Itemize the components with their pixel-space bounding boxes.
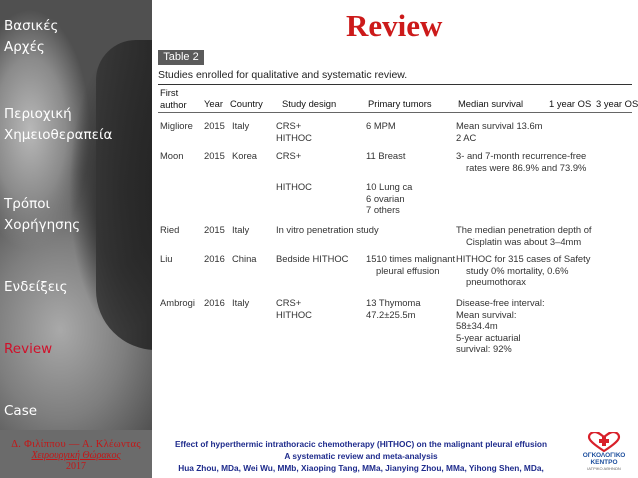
table-row-survival — [456, 224, 592, 247]
studies-table — [152, 50, 638, 430]
cell-line: HITHOC — [276, 131, 312, 143]
table-row-design — [276, 297, 312, 320]
table-row-design: HITHOC — [276, 181, 312, 192]
page-title: Review — [346, 8, 443, 43]
table-row-year: 2015 — [204, 150, 225, 161]
table-row-author: Migliore — [160, 120, 193, 131]
authors-text: Δ. Φιλίππου — Α. Κλέωντας — [11, 439, 141, 450]
header-year: Year — [204, 98, 223, 109]
cell-line: 6 ovarian — [366, 192, 405, 204]
sidebar-item-label: Case — [4, 403, 38, 419]
sidebar-item-administration[interactable] — [4, 194, 80, 236]
table-caption: Studies enrolled for qualitative and systematic review. — [158, 69, 408, 81]
table-row-survival — [456, 120, 543, 143]
cell-line: Disease-free interval: — [456, 297, 545, 308]
year-text: 2017 — [66, 461, 86, 472]
cell-line: pneumothorax — [466, 276, 526, 287]
table-row-country: Italy — [232, 297, 250, 308]
cell-line: 10 Lung ca — [366, 181, 413, 192]
sidebar-item-label: Χημειοθεραπεία — [4, 127, 113, 143]
header-country: Country — [230, 98, 263, 109]
cell-line: Mean survival 13.6m — [456, 120, 543, 131]
table-row-author: Liu — [160, 253, 173, 264]
cell-line: HITHOC — [276, 308, 312, 320]
header-median-survival: Median survival — [458, 98, 524, 109]
table-row-survival — [456, 150, 586, 173]
header-3yr-os: 3 year OS — [596, 98, 638, 109]
table-row-author: Ried — [160, 224, 180, 235]
table-top-rule — [158, 84, 632, 85]
cell-line: Mean survival: — [456, 308, 517, 320]
table-header-rule — [158, 112, 632, 113]
ct-scan-background — [96, 40, 152, 350]
sidebar-item-label: Βασικές — [4, 18, 59, 34]
sidebar-item-label: Review — [4, 341, 53, 357]
table-row-tumors — [366, 297, 421, 320]
table-row-author: Ambrogi — [160, 297, 195, 308]
cell-line: 13 Thymoma — [366, 297, 421, 308]
logo-tagline: ΙΑΤΡΙΚΟ ΑΘΗΝΩΝ — [587, 466, 621, 471]
sidebar-item-indications[interactable] — [4, 277, 68, 298]
cell-line: 47.2±25.5m — [366, 308, 416, 320]
table-row-tumors: 6 MPM — [366, 120, 396, 131]
table-row-author: Moon — [160, 150, 184, 161]
sidebar-item-review[interactable] — [4, 339, 52, 360]
sidebar-item-label: Ενδείξεις — [4, 279, 68, 295]
cell-line: 2 AC — [456, 131, 477, 143]
cell-line: CRS+ — [276, 297, 302, 308]
table-row-design: In vitro penetration study — [276, 224, 379, 235]
table-row-survival — [456, 253, 590, 288]
cell-line: pleural effusion — [376, 264, 440, 276]
table-row-country: Italy — [232, 224, 250, 235]
table-row-design — [276, 120, 312, 143]
logo-text-line1: ΟΓΚΟΛΟΓΙΚΟ — [582, 452, 626, 459]
sidebar-item-label: Χορήγησης — [4, 217, 81, 233]
header-study-design: Study design — [282, 98, 337, 109]
header-1yr-os: 1 year OS — [549, 98, 592, 109]
table-row-country: Italy — [232, 120, 250, 131]
cell-line: 1510 times malignant — [366, 253, 456, 264]
oncology-center-logo — [572, 432, 636, 476]
sidebar-item-regional-chemotherapy[interactable] — [4, 104, 112, 146]
cell-line: rates were 86.9% and 73.9% — [466, 161, 587, 173]
table-row-tumors: 11 Breast — [366, 150, 406, 161]
header-primary-tumors: Primary tumors — [368, 98, 432, 109]
author-footer — [0, 430, 152, 478]
citation-footer — [152, 430, 570, 478]
heart-cross-logo-icon — [587, 432, 621, 452]
header-text: First — [160, 87, 179, 98]
table-row-design: Bedside HITHOC — [276, 253, 349, 264]
cell-line: survival: 92% — [456, 343, 512, 354]
sidebar-nav — [0, 0, 152, 430]
citation-title: Effect of hyperthermic intrathoracic chemotherapy (HITHOC) on the malignant pleural effusion — [174, 439, 548, 449]
table-row-country: China — [232, 253, 257, 264]
cell-line: 5-year actuarial — [456, 331, 521, 343]
cell-line: 3- and 7-month recurrence-free — [456, 150, 587, 161]
table-row-year: 2015 — [204, 224, 225, 235]
cell-line: HITHOC for 315 cases of Safety — [456, 253, 591, 264]
table-row-survival — [456, 297, 545, 355]
cell-line: study 0% mortality, 0.6% — [466, 264, 569, 276]
table-row-design: CRS+ — [276, 150, 302, 161]
table-row-year: 2016 — [204, 297, 225, 308]
cell-line: Cisplatin was about 3–4mm — [466, 235, 582, 247]
cell-line: 7 others — [366, 204, 400, 215]
citation-authors: Hua Zhou, MDa, Wei Wu, MMb, Xiaoping Tang, MMa, Jianying Zhou, MMa, Yihong Shen, MDa, — [178, 463, 544, 473]
table-row-country: Korea — [232, 150, 258, 161]
citation-subtitle: A systematic review and meta-analysis — [284, 451, 438, 461]
sidebar-item-label: Αρχές — [4, 39, 45, 55]
sidebar-item-label: Περιοχική — [4, 106, 72, 122]
logo-text-line2: ΚΕΝΤΡΟ — [590, 459, 618, 466]
cell-line: 58±34.4m — [456, 320, 498, 331]
course-subtitle: Χειρουργική Θώρακος — [31, 450, 121, 461]
sidebar-item-label: Τρόποι — [4, 196, 51, 212]
table-row-year: 2015 — [204, 120, 225, 131]
header-text: author — [160, 98, 187, 110]
header-first-author — [160, 87, 187, 110]
table-label: Table 2 — [158, 50, 204, 65]
table-row-tumors — [366, 181, 412, 216]
sidebar-item-basic-principles[interactable] — [4, 16, 58, 58]
sidebar-item-case[interactable] — [4, 401, 37, 422]
cell-line: The median penetration depth of — [456, 224, 592, 235]
cell-line: CRS+ — [276, 120, 302, 131]
table-row-tumors — [366, 253, 455, 276]
table-row-year: 2016 — [204, 253, 225, 264]
